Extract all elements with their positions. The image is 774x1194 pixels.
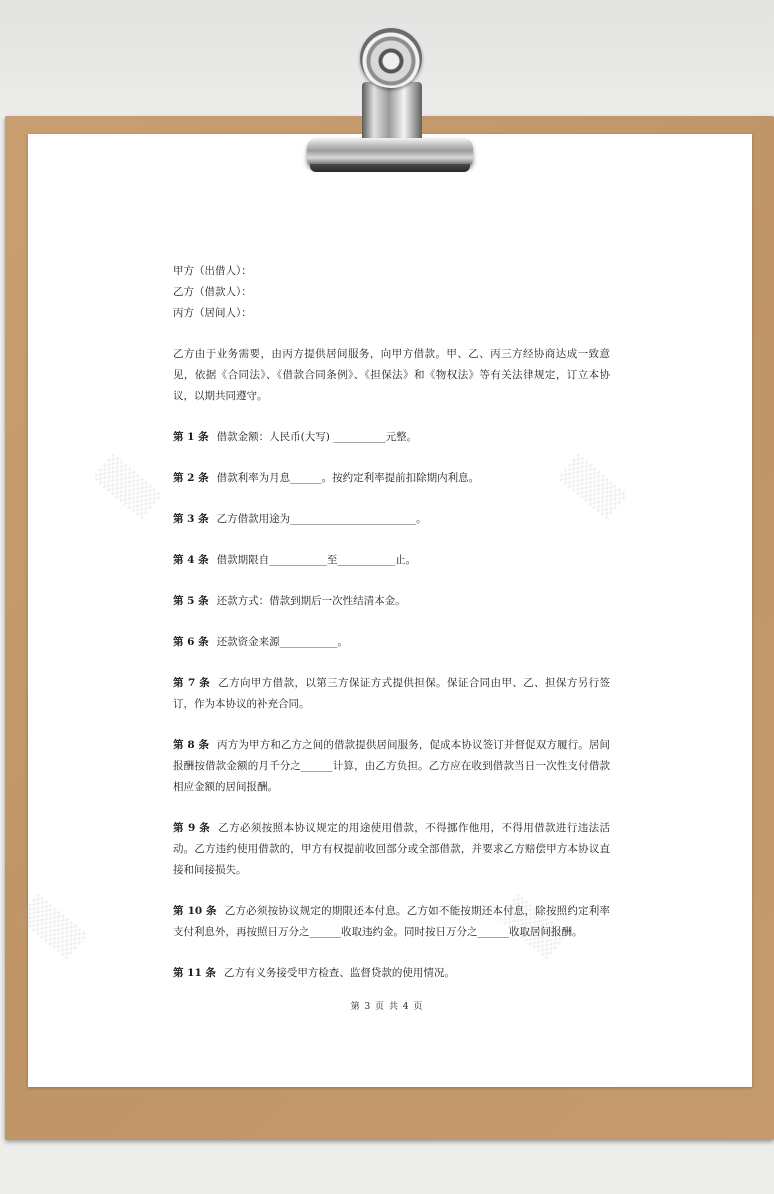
article-2 (173, 468, 610, 489)
article-text: 还款资金来源___________。 (216, 636, 348, 648)
article-3 (173, 509, 610, 530)
document-body (173, 261, 610, 984)
party-intermediary: 丙方（居间人）： (173, 307, 252, 319)
article-7 (173, 673, 610, 715)
watermark: ▒▒▒ (556, 453, 628, 520)
article-number: 第 8 条 (173, 739, 210, 751)
article-text: 借款期限自___________至___________止。 (216, 554, 417, 566)
article-text: 丙方为甲方和乙方之间的借款提供居间服务，促成本协议签订并督促双方履行。居间报酬按借款金额的月千分之______计算，由乙方负担。乙方应在收到借款当日一次性支付借款相应金额的居间报酬。 (173, 739, 610, 793)
party-list (173, 261, 610, 324)
article-number: 第 3 条 (173, 513, 209, 525)
article-1 (173, 427, 610, 448)
intro-paragraph: 乙方由于业务需要，由丙方提供居间服务，向甲方借款。甲、乙、丙三方经协商达成一致意见，依据《合同法》、《借款合同条例》、《担保法》和《物权法》等有关法律规定，订立本协议，以期共同遵守。 (173, 348, 610, 402)
article-number: 第 10 条 (173, 905, 217, 917)
article-10 (173, 901, 610, 943)
article-number: 第 2 条 (173, 472, 209, 484)
article-text: 还款方式：借款到期后一次性结清本金。 (216, 595, 406, 607)
article-6 (173, 632, 610, 653)
article-number: 第 4 条 (173, 554, 209, 566)
article-9 (173, 818, 610, 881)
clip-bar (307, 138, 473, 166)
article-text: 乙方必须按照本协议规定的用途使用借款，不得挪作他用，不得用借款进行违法活动。乙方违约使用借款的，甲方有权提前收回部分或全部借款，并要求乙方赔偿甲方本协议直接和间接损失。 (173, 822, 610, 876)
article-5 (173, 591, 610, 612)
watermark: ▒▒▒ (16, 893, 88, 960)
clip-bar-lip (310, 164, 470, 172)
article-8 (173, 735, 610, 798)
article-4 (173, 550, 610, 571)
article-text: 借款利率为月息______。按约定利率提前扣除期内利息。 (216, 472, 480, 484)
article-number: 第 1 条 (173, 431, 209, 443)
article-text: 乙方有义务接受甲方检查、监督贷款的使用情况。 (223, 967, 455, 979)
article-11 (173, 963, 610, 984)
article-text: 借款金额：人民币(大写) __________元整。 (216, 431, 418, 443)
watermark: ▒▒▒ (91, 453, 163, 520)
article-text: 乙方向甲方借款，以第三方保证方式提供担保。保证合同由甲、乙、担保方另行签订，作为本协议的补充合同。 (173, 677, 610, 710)
article-text: 乙方借款用途为________________________。 (216, 513, 427, 525)
article-number: 第 11 条 (173, 967, 216, 979)
watermark: ▒▒▒ (496, 893, 568, 960)
party-lender: 甲方（出借人）： (173, 265, 252, 277)
clip-ring (360, 28, 422, 88)
article-number: 第 6 条 (173, 636, 209, 648)
article-text: 乙方必须按协议规定的期限还本付息。乙方如不能按期还本付息，除按照约定利率支付利息外，再按照日万分之______收取违约金。同时按日万分之______收取居间报酬。 (173, 905, 610, 938)
clip-neck (362, 82, 422, 144)
party-borrower: 乙方（借款人）： (173, 286, 252, 298)
article-number: 第 5 条 (173, 595, 209, 607)
article-number: 第 9 条 (173, 822, 211, 834)
article-number: 第 7 条 (173, 677, 211, 689)
page-number: 第 3 页 共 4 页 (350, 1002, 424, 1012)
